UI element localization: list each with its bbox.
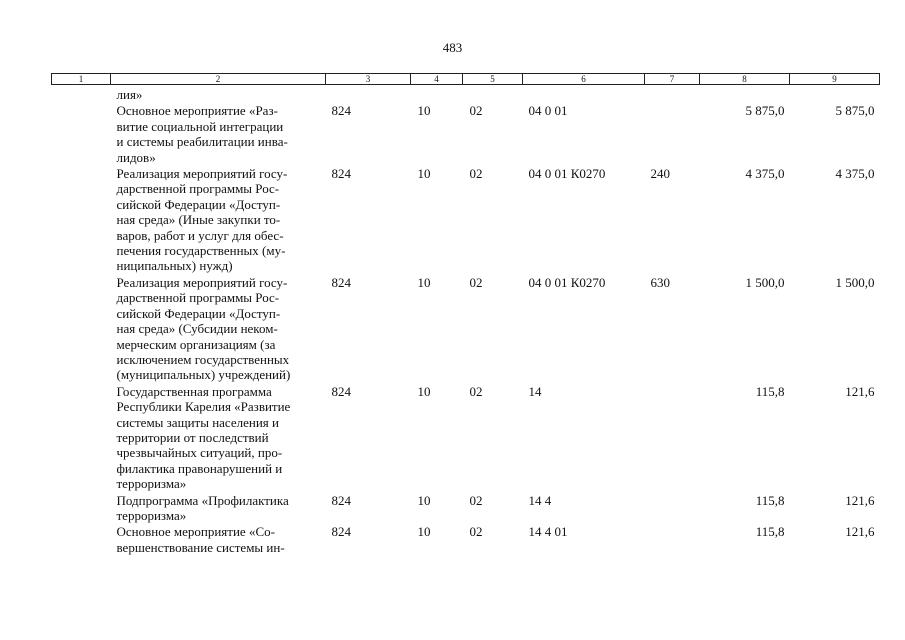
row-c9-cell: 1 500,0 [835,274,875,290]
row-c6-cell: 04 0 01 [528,103,568,119]
row-c7-cell [645,523,700,555]
row-number-cell [52,383,111,492]
column-number-9: 9 [790,74,880,85]
row-c4-cell: 10 [417,383,431,399]
column-number-2: 2 [111,74,326,85]
table-row [52,523,880,555]
row-c4-cell: 10 [417,492,431,508]
row-c7-cell: 240 [650,166,670,182]
row-c8-cell [700,85,790,103]
column-number-8: 8 [700,74,790,85]
row-c5-cell: 02 [469,274,483,290]
row-c9-cell: 121,6 [845,492,875,508]
row-c8-cell: 4 375,0 [745,166,785,182]
row-c9-cell: 121,6 [845,524,875,540]
row-c7-cell [645,383,700,492]
column-number-5: 5 [463,74,523,85]
column-number-row [52,74,880,85]
row-c6-cell: 14 [528,383,542,399]
row-name-cell: Основное мероприятие «Со- вершенствование системы ин- [116,524,285,555]
column-number-4: 4 [411,74,463,85]
row-c9-cell: 5 875,0 [835,103,875,119]
row-name-cell: Основное мероприятие «Раз- витие социальной интеграции и системы реабилитации инва- лидов» [116,103,288,165]
row-c8-cell: 115,8 [755,492,785,508]
row-c5-cell: 02 [469,383,483,399]
row-c5-cell: 02 [469,492,483,508]
page-number: 483 [442,40,463,55]
table-row [52,274,880,383]
table-row [52,165,880,274]
row-number-cell [52,523,111,555]
row-c6-cell: 14 4 01 [528,524,568,540]
column-number-6: 6 [523,74,645,85]
row-number-cell [52,165,111,274]
row-c9-cell: 121,6 [845,383,875,399]
row-number-cell [52,85,111,103]
row-c3-cell: 824 [331,524,351,540]
row-c4-cell: 10 [417,166,431,182]
row-c4-cell: 10 [417,103,431,119]
row-c7-cell [645,492,700,524]
row-c4-cell: 10 [417,524,431,540]
column-number-3: 3 [326,74,411,85]
row-c8-cell: 1 500,0 [745,274,785,290]
row-number-cell [52,492,111,524]
row-c3-cell: 824 [331,492,351,508]
budget-table [51,73,880,555]
row-c3-cell [326,85,411,103]
row-c3-cell: 824 [331,103,351,119]
row-name-cell: Реализация мероприятий госу- дарственной программы Рос- сийской Федерации «Доступ- ная среда» (Субсидии неком- мерческим организациям (за исключением государственных (муниципальных) учреждений) [116,274,291,383]
row-c5-cell: 02 [469,524,483,540]
row-c6-cell: 04 0 01 К0270 [528,274,606,290]
row-c6-cell [523,85,645,103]
row-name-cell: Государственная программа Республики Карелия «Развитие системы защиты населения и территории от последствий чрезвычайных ситуаций, про- филактика правонарушений и терроризма» [116,383,291,492]
row-c9-cell: 4 375,0 [835,166,875,182]
table-body [52,85,880,556]
row-c7-cell [645,102,700,165]
table-row [52,492,880,524]
row-number-cell [52,274,111,383]
row-c8-cell: 115,8 [755,524,785,540]
row-c4-cell [411,85,463,103]
row-number-cell [52,102,111,165]
row-name-cell: лия» [116,87,143,102]
row-name-cell: Реализация мероприятий госу- дарственной программы Рос- сийской Федерации «Доступ- ная среда» (Иные закупки то- варов, работ и услуг для обес- печения государственных (му- ниципальных) нужд) [116,166,288,274]
column-number-1: 1 [52,74,111,85]
row-c3-cell: 824 [331,383,351,399]
table-row [52,102,880,165]
row-c4-cell: 10 [417,274,431,290]
row-c5-cell [463,85,523,103]
column-number-7: 7 [645,74,700,85]
row-c6-cell: 14 4 [528,492,552,508]
row-c3-cell: 824 [331,274,351,290]
row-c8-cell: 115,8 [755,383,785,399]
table-row [52,383,880,492]
row-c5-cell: 02 [469,166,483,182]
row-c5-cell: 02 [469,103,483,119]
table-row [52,85,880,103]
row-c7-cell [645,85,700,103]
row-c7-cell: 630 [650,274,670,290]
row-c3-cell: 824 [331,166,351,182]
row-c6-cell: 04 0 01 К0270 [528,166,606,182]
row-c8-cell: 5 875,0 [745,103,785,119]
row-name-cell: Подпрограмма «Профилактика терроризма» [116,492,289,523]
row-c9-cell [790,85,880,103]
